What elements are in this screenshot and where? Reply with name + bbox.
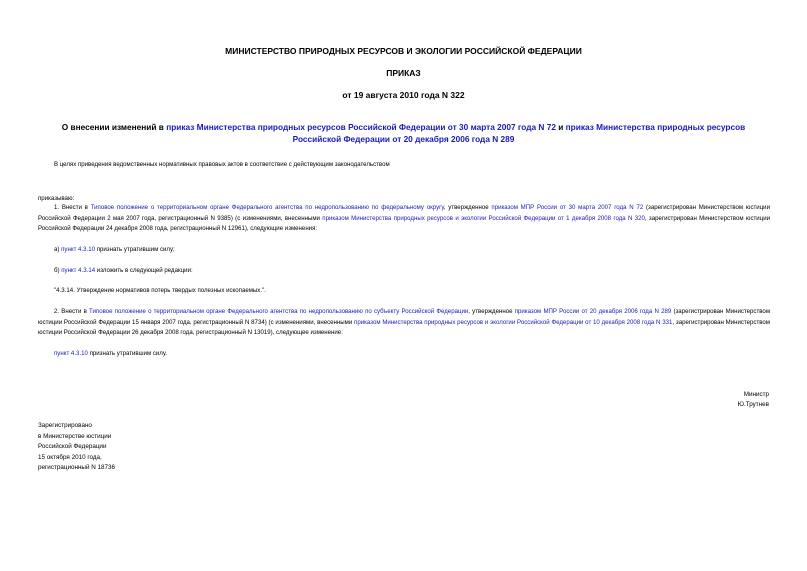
registration-line: Российской Федерации: [38, 443, 107, 451]
signature-position: Министр: [743, 391, 769, 398]
item-1-text-3: (зарегистрирован Министерством юстиции Российской Федерации 2 мая 2007 года, регистрационный N 9385) (с изменениями, внесенными: [38, 204, 770, 222]
signature-name: Ю.Трутнев: [737, 401, 769, 408]
item-b-suffix: изложить в следующей редакции:: [95, 267, 193, 274]
registration-line: в Министерстве юстиции: [38, 432, 112, 440]
subject-mid: и: [555, 122, 566, 132]
item-2-sub-suffix: признать утратившим силу.: [87, 350, 167, 357]
subject-link-order-289[interactable]: приказ Министерства природных ресурсов Российской Федерации от 20 декабря 2006 года N 289: [292, 122, 746, 144]
item-b-prefix: б): [54, 267, 62, 274]
item-2-link-order-289[interactable]: приказом МПР России от 20 декабря 2006 года N 289: [514, 308, 672, 315]
order-word: приказываю:: [38, 195, 75, 202]
item-a-link-4-3-10[interactable]: пункт 4.3.10: [61, 246, 95, 253]
item-a: [54, 245, 786, 256]
item-2-text-3: (зарегистрирован Министерством юстиции Российской Федерации 15 января 2007 года, регистрационный N 8734) (с изменениями, внесенными: [38, 308, 771, 326]
quoted-clause: "4.3.14. Утверждение нормативов потерь твердых полезных ископаемых.".: [54, 287, 266, 294]
item-1-text-2: , утвержденное: [443, 204, 492, 211]
item-a-suffix: признать утратившим силу;: [95, 246, 175, 253]
subject-prefix: О внесении изменений в: [61, 122, 167, 132]
item-1-link-regulation[interactable]: Типовое положение о территориальном органе Федерального агентства по недропользованию по федеральному округу: [90, 204, 444, 211]
preamble: В целях приведения ведомственных нормативных правовых актов в соответствие с действующим законодательством: [54, 161, 390, 168]
subject-link-order-72[interactable]: приказ Министерства природных ресурсов Российской Федерации от 30 марта 2007 года N 72: [166, 122, 556, 132]
registration-line: Зарегистрировано: [38, 422, 92, 429]
item-b: [54, 266, 786, 277]
item-2-text-1: 2. Внести в: [54, 308, 90, 315]
ministry-title: МИНИСТЕРСТВО ПРИРОДНЫХ РЕСУРСОВ И ЭКОЛОГИИ РОССИЙСКОЙ ФЕДЕРАЦИИ: [225, 46, 582, 56]
item-1-text-4: , зарегистрирован Министерством юстиции Российской Федерации 24 декабря 2008 года, регистрационный N 12961), следующие изменения:: [38, 214, 770, 232]
item-a-prefix: а): [54, 246, 62, 253]
item-1-link-order-72[interactable]: приказом МПР России от 30 марта 2007 года N 72: [491, 204, 644, 211]
item-2-text-4: , зарегистрирован Министерством юстиции Российской Федерации 26 декабря 2008 года, регистрационный N 13019), следующее изменение:: [38, 318, 770, 336]
registration-block: [38, 421, 115, 474]
item-2: [38, 307, 770, 339]
item-1-link-order-320[interactable]: приказом Министерства природных ресурсов и экологии Российской Федерации от 1 декабря 2008 года N 320: [322, 214, 645, 222]
item-1: [38, 203, 770, 235]
item-b-link-4-3-14[interactable]: пункт 4.3.14: [61, 267, 96, 274]
item-2-link-regulation[interactable]: Типовое положение о территориальном органе Федерального агентства по недропользованию по субъекту Российской Федерации: [89, 308, 469, 315]
item-2-sub: [54, 349, 786, 360]
document-type: ПРИКАЗ: [386, 68, 421, 78]
signature: [738, 390, 769, 410]
item-2-text-2: , утвержденное: [468, 308, 515, 315]
item-1-text-1: 1. Внести в: [54, 204, 91, 211]
registration-line: регистрационный N 18736: [38, 464, 116, 472]
document-subject: [60, 121, 747, 145]
document-date-number: от 19 августа 2010 года N 322: [342, 90, 465, 100]
item-2-sub-link-4-3-10[interactable]: пункт 4.3.10: [54, 350, 88, 357]
registration-line: 15 октября 2010 года,: [38, 453, 102, 461]
item-2-link-order-331[interactable]: приказом Министерства природных ресурсов и экологии Российской Федерации от 10 декабря 2008 года N 331: [354, 318, 673, 326]
